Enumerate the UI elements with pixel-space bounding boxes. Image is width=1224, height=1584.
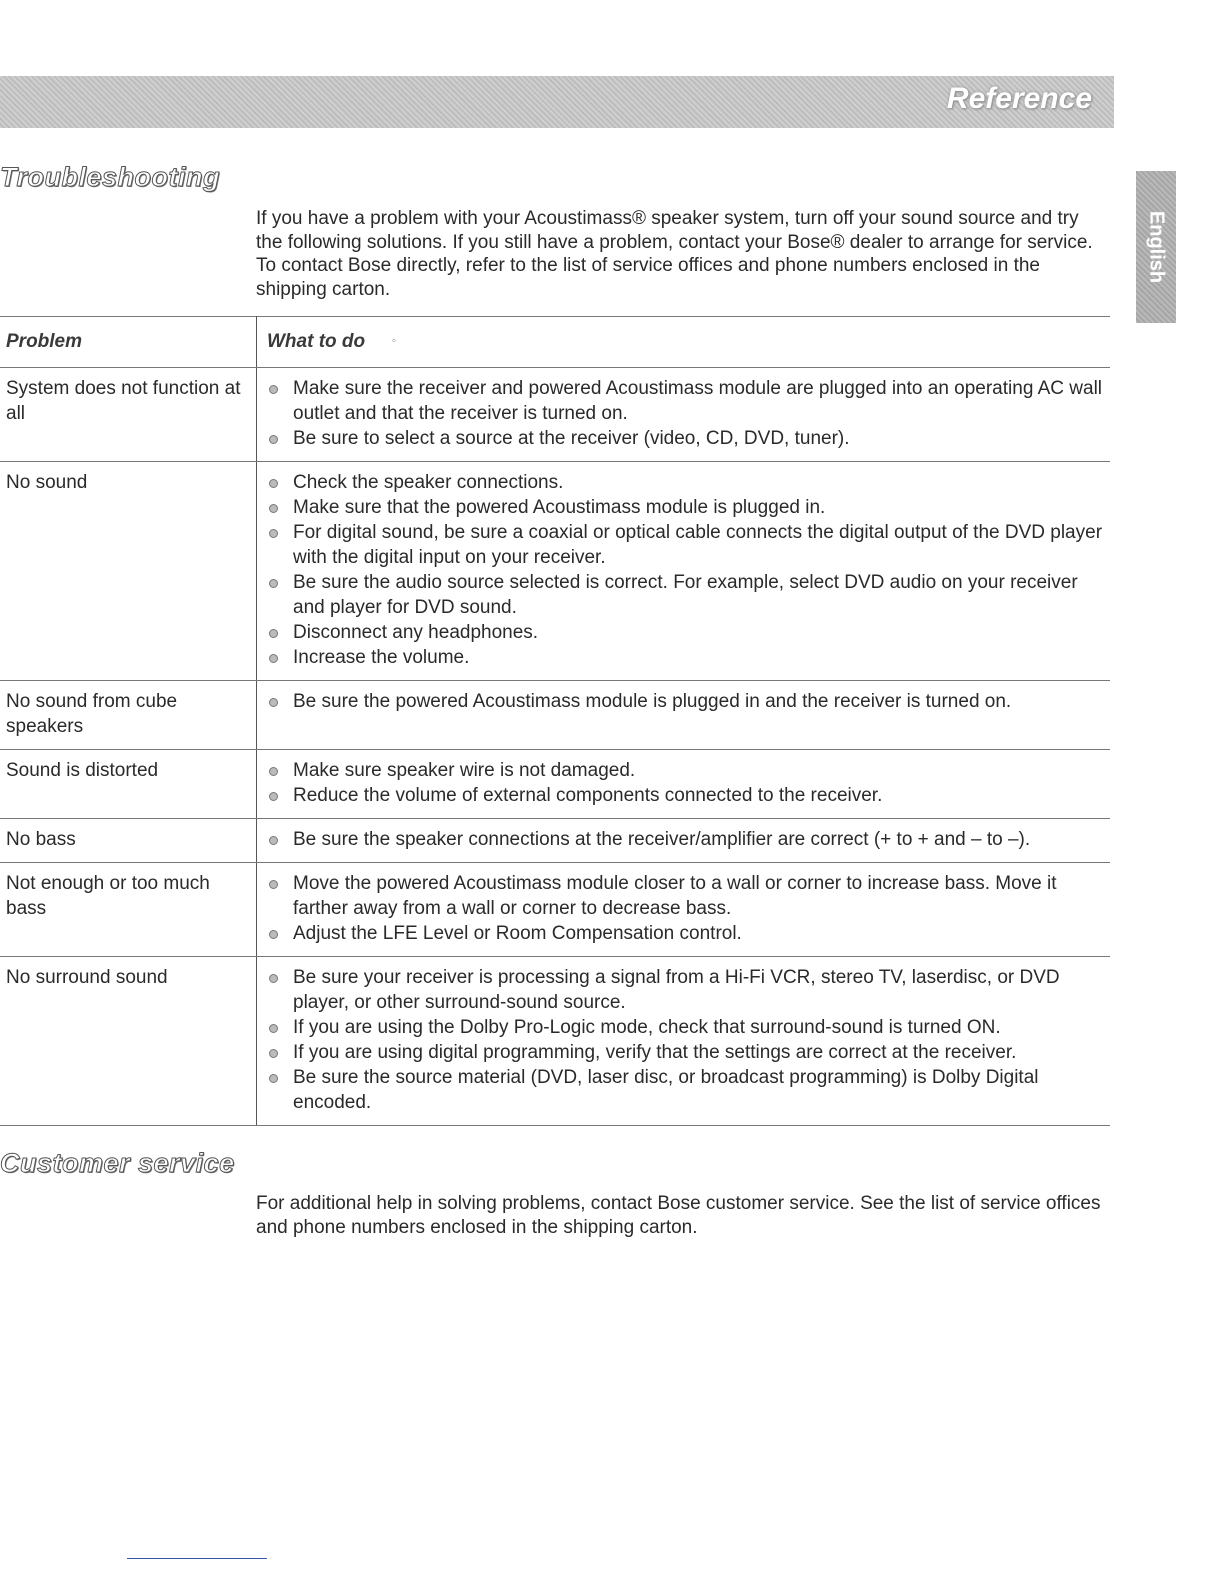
action-cell [257, 819, 1111, 863]
header-problem-label: Problem [6, 331, 83, 352]
action-cell [257, 681, 1111, 750]
customer-service-heading: Customer service [0, 1148, 235, 1178]
problem-cell: No bass [0, 819, 257, 863]
action-list [267, 376, 1104, 451]
header-what-to-do-label: What to do [267, 331, 366, 352]
action-item: Increase the volume. [267, 645, 1104, 670]
problem-cell: No surround sound [0, 957, 257, 1126]
table-body [0, 368, 1110, 1126]
action-item: Make sure the receiver and powered Acoustimass module are plugged into an operating AC wall outlet and that the receiver is turned on. [267, 376, 1104, 426]
action-item: Be sure to select a source at the receiver (video, CD, DVD, tuner). [267, 426, 1104, 451]
action-item: Adjust the LFE Level or Room Compensation control. [267, 921, 1104, 946]
language-tab [1136, 171, 1176, 323]
troubleshooting-heading: Troubleshooting [0, 162, 220, 192]
action-item: Be sure the audio source selected is correct. For example, select DVD audio on your receiver and player for DVD sound. [267, 570, 1104, 620]
language-tab-label: English [1145, 210, 1168, 284]
problem-cell: Sound is distorted [0, 750, 257, 819]
header-what-to-do [257, 317, 1111, 368]
header-problem [0, 317, 257, 368]
table-row [0, 863, 1110, 957]
action-list [267, 689, 1104, 714]
action-list [267, 827, 1104, 852]
header-band [0, 76, 1114, 128]
action-list [267, 758, 1104, 808]
problem-cell: No sound [0, 462, 257, 681]
troubleshooting-table [0, 316, 1110, 1126]
action-item: Be sure the speaker connections at the receiver/amplifier are correct (+ to + and – to –). [267, 827, 1104, 852]
table-row [0, 462, 1110, 681]
table-row [0, 819, 1110, 863]
action-list [267, 965, 1104, 1115]
footer-rule [127, 1558, 267, 1559]
action-cell [257, 957, 1111, 1126]
action-item: Be sure the source material (DVD, laser disc, or broadcast programming) is Dolby Digital encoded. [267, 1065, 1104, 1115]
table-row [0, 750, 1110, 819]
action-item: For digital sound, be sure a coaxial or optical cable connects the digital output of the DVD player with the digital input on your receiver. [267, 520, 1104, 570]
action-item: Reduce the volume of external components connected to the receiver. [267, 783, 1104, 808]
problem-cell: System does not function at all [0, 368, 257, 462]
action-cell [257, 863, 1111, 957]
action-item: Disconnect any headphones. [267, 620, 1104, 645]
table-row [0, 957, 1110, 1126]
action-item: Move the powered Acoustimass module closer to a wall or corner to increase bass. Move it farther away from a wall or corner to decrease bass. [267, 871, 1104, 921]
problem-cell: Not enough or too much bass [0, 863, 257, 957]
table-header-row [0, 317, 1110, 368]
scan-mark: ° [391, 336, 396, 350]
table-row [0, 368, 1110, 462]
action-item: Make sure that the powered Acoustimass module is plugged in. [267, 495, 1104, 520]
problem-cell: No sound from cube speakers [0, 681, 257, 750]
table-row [0, 681, 1110, 750]
action-cell [257, 462, 1111, 681]
action-item: If you are using the Dolby Pro-Logic mode, check that surround-sound is turned ON. [267, 1015, 1104, 1040]
action-list [267, 470, 1104, 670]
troubleshooting-intro: If you have a problem with your Acoustimass® speaker system, turn off your sound source and try the following solutions. If you still have a problem, contact your Bose® dealer to arrange for service. To contact Bose directly, refer to the list of service offices and phone numbers enclosed in the shipping carton. [256, 208, 1093, 300]
customer-service-text: For additional help in solving problems, contact Bose customer service. See the list of service offices and phone numbers enclosed in the shipping carton. [256, 1193, 1101, 1238]
action-list [267, 871, 1104, 946]
section-title-reference: Reference [946, 82, 1092, 115]
action-item: Make sure speaker wire is not damaged. [267, 758, 1104, 783]
action-item: Be sure the powered Acoustimass module is plugged in and the receiver is turned on. [267, 689, 1104, 714]
action-item: If you are using digital programming, verify that the settings are correct at the receiver. [267, 1040, 1104, 1065]
action-cell [257, 368, 1111, 462]
action-cell [257, 750, 1111, 819]
action-item: Be sure your receiver is processing a signal from a Hi-Fi VCR, stereo TV, laserdisc, or DVD player, or other surround-sound source. [267, 965, 1104, 1015]
action-item: Check the speaker connections. [267, 470, 1104, 495]
